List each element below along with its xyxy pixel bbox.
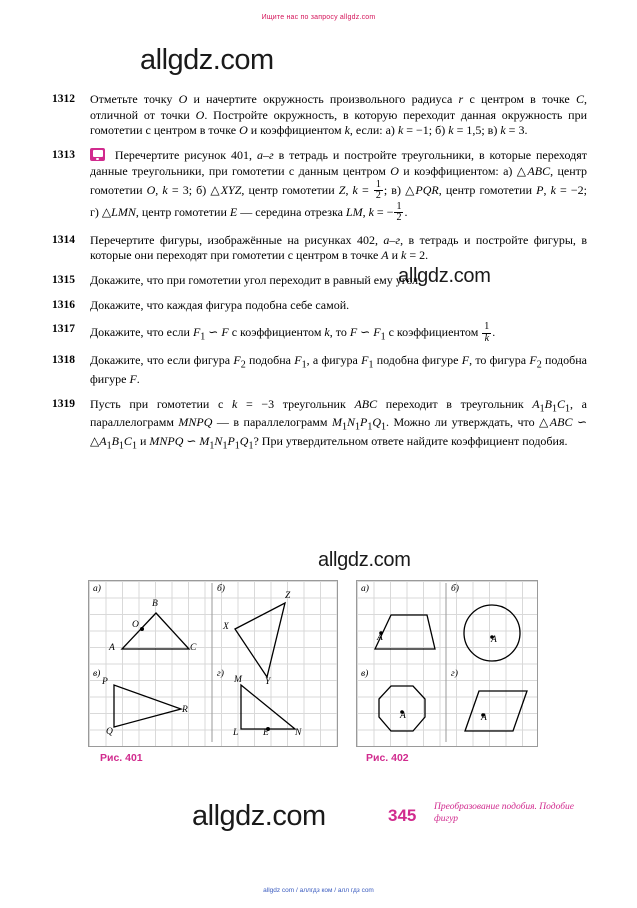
watermark-middle: allgdz.com [398,265,491,287]
fig402-label-A-v: A [400,711,406,721]
figure-402-caption: Рис. 402 [366,752,409,764]
exercise-number: 1313 [52,149,75,162]
fig401-part-b-label: б) [217,584,225,594]
fig402-part-g-label: г) [451,669,458,679]
exercise-list [52,92,587,461]
fig402-label-A-b: A [491,635,497,645]
page-number: 345 [388,806,417,825]
watermark-lower: allgdz.com [318,549,411,571]
fig401-label-A: A [109,643,115,653]
exercise-number: 1316 [52,298,75,311]
fig401-label-R: R [182,705,188,715]
exercise-number: 1314 [52,233,75,246]
exercise-1318 [52,353,587,387]
exercise-text: Докажите, что если фигура $F_2$ подобна $F_1$, а фигура $F_1$ подобна фигуре F, то фигура $F_2$ подобна фигуре F. [90,353,587,386]
fig402-part-b-label: б) [451,584,459,594]
fig402-label-A-a: A [377,633,383,643]
fig401-label-E: E [263,728,269,738]
fig401-label-C: C [190,643,197,653]
fig401-label-Y: Y [265,677,271,687]
exercise-text: Отметьте точку O и начертите окружность произвольного радиуса r с центром в точке C, отличной от точки O. Постройте окружность, в которую переходит данная окружность при гомотетии с центром в точке O и коэффициентом k, если: а) k = −1; б) k = 1,5; в) k = 3. [90,92,588,138]
exercise-number: 1312 [52,93,75,105]
page-footer: allgdz com / аллгдз ком / алл гдз com [263,887,374,894]
exercise-text: Перечертите фигуры, изображённые на рисунках 402, а–г, в тетрадь и постройте фигуры, в которые они переходят при гомотетии с центром в точке A и k = 2. [90,232,588,263]
figure-401 [88,580,338,747]
exercise-number: 1319 [52,397,75,410]
fig401-label-O: O [132,620,139,630]
exercise-1317 [52,322,587,344]
exercise-text: Докажите, что если $F_1$ ∽ F с коэффициентом k, то F ∽ $F_1$ с коэффициентом $\frac{1}{k}$ . [90,321,496,344]
exercise-1316 [52,298,587,314]
fig402-part-a-label: а) [361,584,369,594]
exercise-text: Перечертите рисунок 401, а–г в тетрадь и постройте треугольники, в которые переходят данные треугольники, при гомотетии с данным центром O и коэффициентом: а) △ABC, центр гомотетии O, k = 3; б) △XYZ, центр гомотетии Z, k = $\frac{1}{2}$ ; в) △PQR, центр гомотетии P, k = −2; г) △LMN, центр гомотетии E — середина отрезка LM, k = − $\frac{1}{2}$ . [90,148,588,224]
figures-area [88,580,548,765]
fig401-label-X: X [223,622,229,632]
exercise-1315 [52,273,587,289]
fig401-part-g-label: г) [217,669,224,679]
figure-401-caption: Рис. 401 [100,752,143,764]
fig401-label-P: P [102,677,108,687]
fig401-label-M: M [234,675,242,685]
fig402-label-A-g: A [481,713,487,723]
fig401-part-a-label: а) [93,584,101,594]
exercise-number: 1318 [52,354,75,367]
fig401-label-Q: Q [106,727,113,737]
exercise-text: Пусть при гомотетии с k = −3 треугольник ABC переходит в треугольник $A_1B_1C_1$, а параллелограмм MNPQ — в параллелограмм $M_1N_1P_1Q_1$. Можно ли утверждать, что △ABC ∽ $\triangle A_1B_1C_1$ и MNPQ ∽ $M_1N_1P_1Q_1$? При утвердительном ответе найдите коэффициент подобия. [90,396,587,452]
fig401-label-L: L [233,728,239,738]
figure-402 [356,580,538,747]
watermark-bottom: allgdz.com [192,800,326,832]
fig401-label-B: B [152,599,158,609]
exercise-1314 [52,233,587,264]
exercise-1313 [52,148,587,223]
exercise-1312 [52,92,587,139]
top-promo-note: Ищите нас по запросу allgdz.com [261,14,376,21]
exercise-1319 [52,397,587,452]
fig401-label-Z: Z [285,591,291,601]
fig401-label-N: N [295,728,302,738]
figure-401-drawing [89,581,335,744]
watermark-top: allgdz.com [140,44,274,76]
exercise-number: 1317 [52,323,75,336]
running-head: Преобразование подобия. Подобие фигур [434,802,574,824]
tablet-icon [90,148,105,161]
exercise-number: 1315 [52,274,75,287]
fig401-part-v-label: в) [93,669,101,679]
figure-402-drawing [357,581,535,744]
exercise-text: Докажите, что каждая фигура подобна себе самой. [90,297,350,312]
fig402-part-v-label: в) [361,669,369,679]
exercise-text: Докажите, что при гомотетии угол переходит в равный ему угол. [90,273,422,288]
